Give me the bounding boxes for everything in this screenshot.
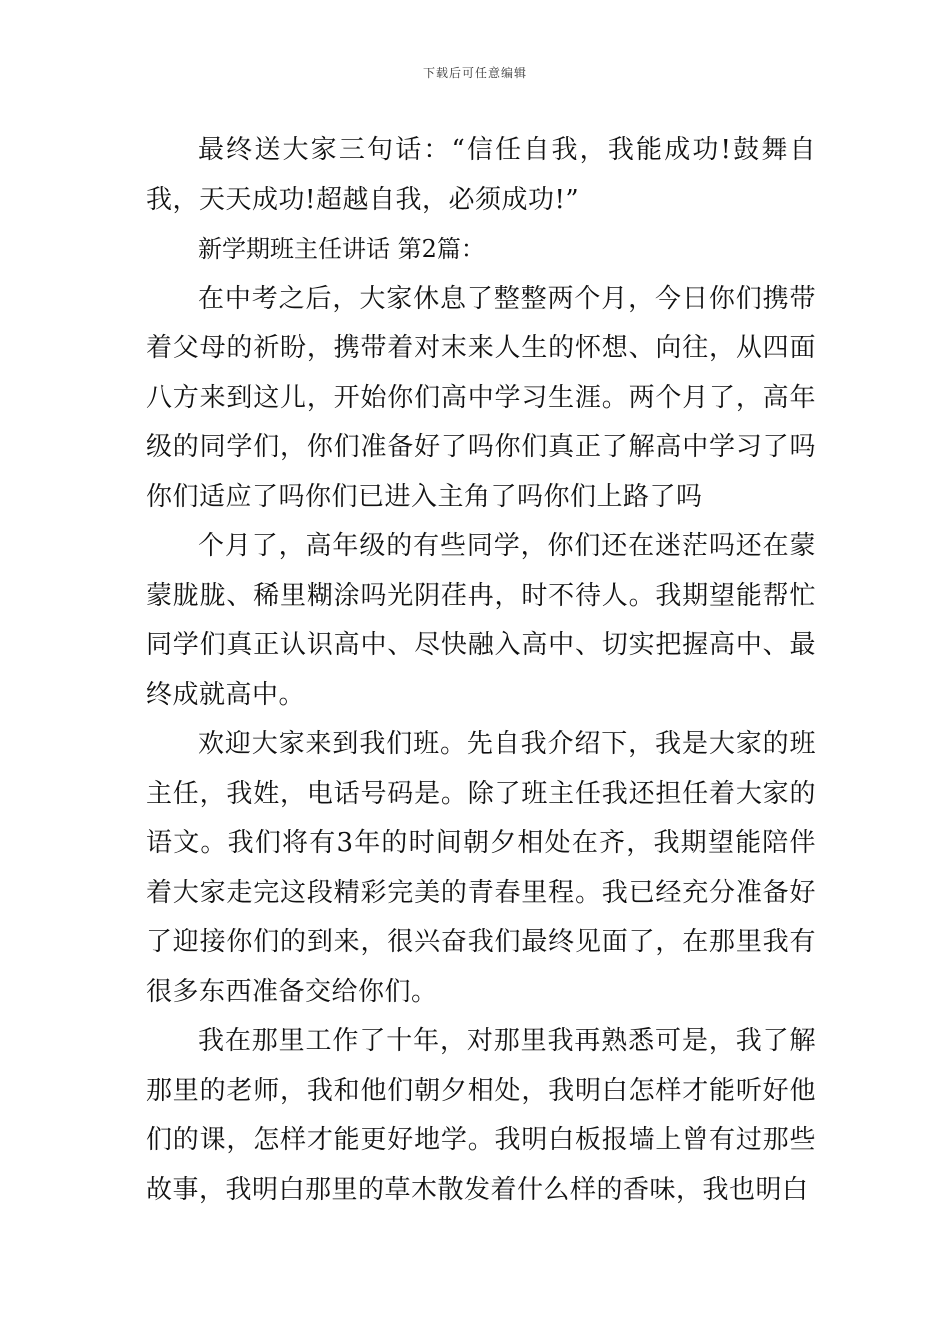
section-heading: 新学期班主任讲话 第2篇： [198,235,485,263]
paragraph-intro: 在中考之后，大家休息了整整两个月，今日你们携带着父母的祈盼，携带着对末来人生的怀想、向往，从四面八方来到这儿，开始你们高中学习生涯。两个月了，高年级的同学们，你们准备好了吗你们真正了解高中学习了吗你们适应了吗你们已进入主角了吗你们上路了吗 [146,283,816,512]
document-body [146,126,816,1215]
paragraph-closing-words: 最终送大家三句话：“信任自我，我能成功!鼓舞自我，天天成功!超越自我，必须成功!” [146,135,816,215]
page-header: 下载后可任意编辑 [422,66,527,80]
paragraph-welcome: 欢迎大家来到我们班。先自我介绍下，我是大家的班主任，我姓，电话号码是。除了班主任我还担任着大家的语文。我们将有3年的时间朝夕相处在齐，我期望能陪伴着大家走完这段精彩完美的青春里程。我已经充分准备好了迎接你们的到来，很兴奋我们最终见面了，在那里我有很多东西准备交给你们。 [146,729,816,1007]
paragraph-ten-years: 我在那里工作了十年，对那里我再熟悉可是，我了解那里的老师，我和他们朝夕相处，我明白怎样才能听好他们的课，怎样才能更好地学。我明白板报墙上曾有过那些故事，我明白那里的草木散发着什么样的香味，我也明白 [146,1026,816,1205]
paragraph-months: 个月了，高年级的有些同学，你们还在迷茫吗还在蒙蒙胧胧、稀里糊涂吗光阴荏冉，时不待人。我期望能帮忙同学们真正认识高中、尽快融入高中、切实把握高中、最终成就高中。 [146,531,816,710]
